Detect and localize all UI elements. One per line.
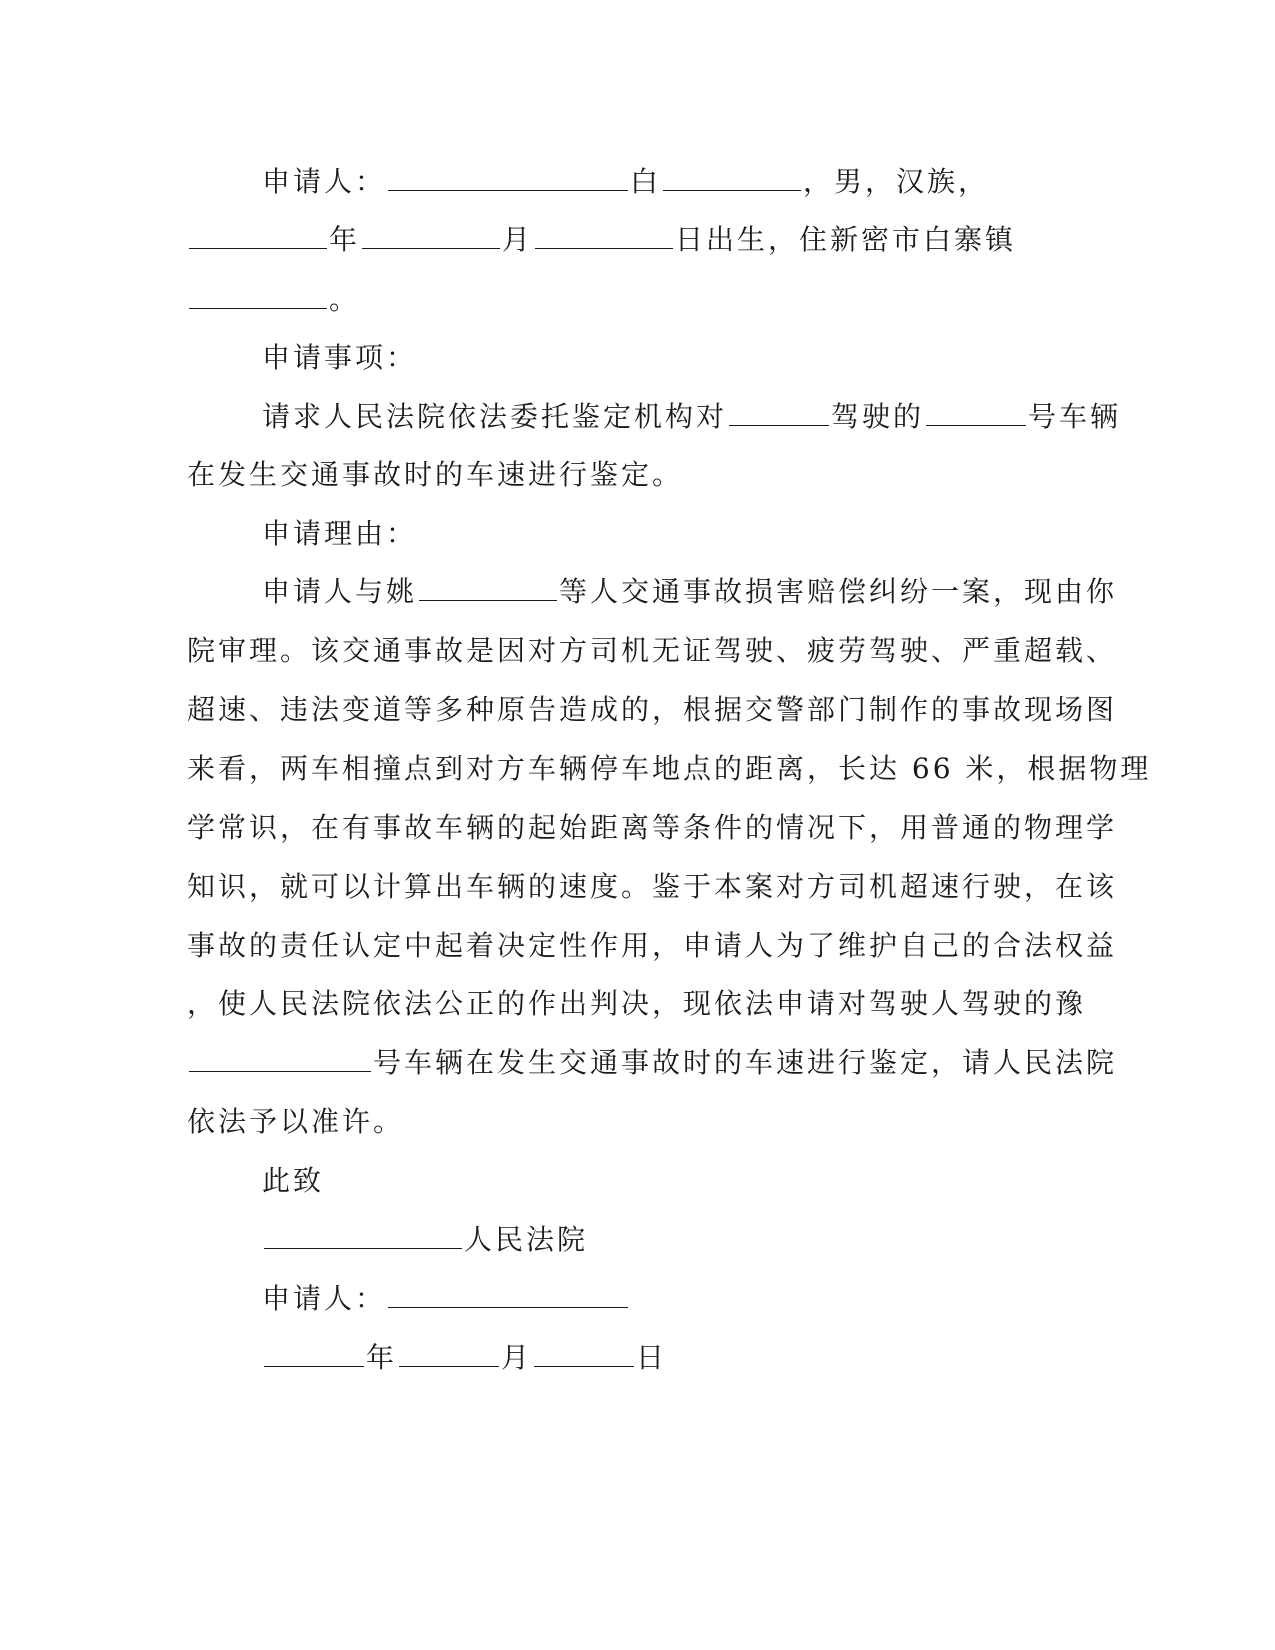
signature-blank — [388, 1279, 628, 1308]
birth-month-blank — [362, 220, 500, 249]
request-text-1: 请求人民法院依法委托鉴定机构对 — [262, 400, 728, 433]
salutation: 此致 — [262, 1164, 325, 1197]
date-day-label: 日 — [636, 1341, 668, 1374]
reason-line-10: 依法予以准许。 — [187, 1105, 405, 1138]
date-month-label: 月 — [501, 1341, 533, 1374]
date-month-blank — [399, 1338, 499, 1367]
driver-blank — [729, 397, 829, 426]
court-label: 人民法院 — [464, 1223, 589, 1256]
reason-line-1 — [262, 572, 1117, 612]
date-day-blank — [534, 1338, 634, 1367]
signature-line — [262, 1279, 630, 1319]
request-text-2: 驾驶的 — [831, 400, 925, 433]
applicant-line — [262, 162, 989, 202]
request-line-2: 在发生交通事故时的车速进行鉴定。 — [187, 458, 684, 491]
birth-address-text: 日出生，住新密市白寨镇 — [675, 223, 1017, 256]
birth-day-blank — [535, 220, 673, 249]
request-line-1 — [262, 397, 1121, 437]
reason-line-3: 超速、违法变道等多种原告造成的，根据交警部门制作的事故现场图 — [187, 693, 1118, 726]
reason-line-2: 院审理。该交通事故是因对方司机无证驾驶、疲劳驾驶、严重超载、 — [187, 634, 1118, 667]
applicant-name-blank — [388, 162, 628, 191]
reason-text-1b: 等人交通事故损害赔偿纠纷一案，现由你 — [559, 575, 1118, 608]
court-name-blank — [264, 1220, 462, 1249]
reason-text-9: 号车辆在发生交通事故时的车速进行鉴定，请人民法院 — [373, 1046, 1118, 1079]
plate-number-blank — [189, 1043, 371, 1072]
date-year-label: 年 — [366, 1341, 398, 1374]
birth-year-label: 年 — [329, 223, 361, 256]
date-year-blank — [264, 1338, 364, 1367]
village-text: 白 — [630, 165, 662, 198]
reason-text-1a: 申请人与姚 — [262, 575, 418, 608]
applicant-gender-ethnicity: ，男，汉族， — [803, 165, 990, 198]
village-blank — [663, 162, 801, 191]
reason-line-4: 来看，两车相撞点到对方车辆停车地点的距离，长达 66 米，根据物理 — [187, 752, 1152, 785]
birth-year-blank — [189, 220, 327, 249]
birth-line — [187, 220, 1016, 260]
reason-heading: 申请理由： — [262, 517, 418, 550]
request-heading: 申请事项： — [262, 341, 418, 374]
party-blank — [419, 572, 557, 601]
applicant-label: 申请人： — [262, 165, 387, 198]
birth-month-label: 月 — [502, 223, 534, 256]
court-line — [262, 1220, 588, 1260]
date-line — [262, 1338, 667, 1378]
plate-blank — [926, 397, 1026, 426]
address-blank — [189, 280, 327, 309]
reason-line-8: ，使人民法院依法公正的作出判决，现依法申请对驾驶人驾驶的豫 — [187, 987, 1087, 1020]
address-line — [187, 280, 360, 320]
signature-label: 申请人： — [262, 1282, 387, 1315]
reason-line-9 — [187, 1043, 1117, 1083]
address-end: 。 — [329, 283, 361, 316]
request-text-3: 号车辆 — [1028, 400, 1122, 433]
reason-line-7: 事故的责任认定中起着决定性作用，申请人为了维护自己的合法权益 — [187, 929, 1118, 962]
reason-line-6: 知识，就可以计算出车辆的速度。鉴于本案对方司机超速行驶，在该 — [187, 870, 1118, 903]
reason-line-5: 学常识，在有事故车辆的起始距离等条件的情况下，用普通的物理学 — [187, 811, 1118, 844]
